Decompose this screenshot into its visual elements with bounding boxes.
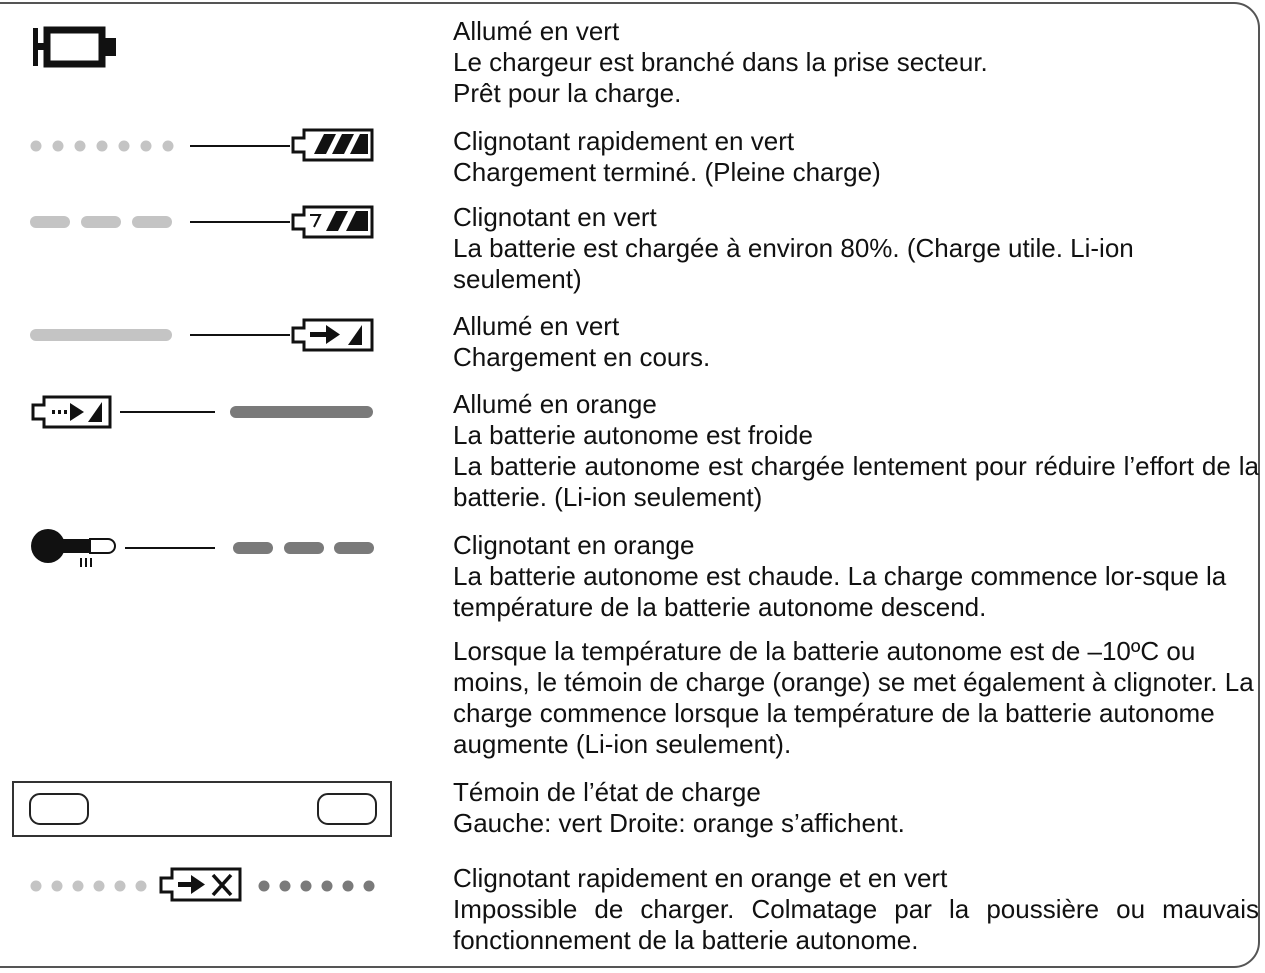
row-line: La batterie autonome est chargée lentement pour réduire l’effort de la batterie. (Li-ion seulement) — [453, 451, 1259, 512]
row-title: Témoin de l’état de charge — [453, 777, 761, 807]
charge-status-panel-icon — [12, 781, 392, 837]
connector-line — [120, 411, 215, 415]
fast-blink-dots — [30, 878, 155, 894]
connector-line — [125, 547, 215, 551]
row-plug-text — [453, 16, 1259, 109]
connector-line — [190, 221, 290, 225]
row-line: La batterie est chargée à environ 80%. (Charge utile. Li-ion seulement) — [453, 233, 1134, 294]
thermometer-icon — [28, 528, 120, 572]
row-title: Allumé en orange — [453, 389, 657, 419]
blink-dashes-dark — [233, 541, 378, 555]
row-line: Impossible de charger. Colmatage par la poussière ou mauvais fonctionnement de la batterie autonome. — [453, 894, 1259, 955]
row-line: Chargement en cours. — [453, 342, 711, 372]
row-line: Le chargeur est branché dans la prise secteur. — [453, 47, 988, 77]
fast-blink-dots — [30, 138, 175, 154]
battery-partial-icon — [290, 205, 376, 239]
row-full-text — [453, 126, 1259, 188]
row-partial-text — [453, 202, 1259, 295]
row-line: La batterie autonome est froide — [453, 420, 813, 450]
row-title: Clignotant en orange — [453, 530, 695, 560]
fast-blink-dots-dark — [258, 878, 383, 894]
connector-line — [190, 334, 290, 338]
row-status-text — [453, 777, 1259, 839]
plug-icon — [30, 22, 120, 72]
battery-full-icon — [290, 128, 376, 162]
row-title: Clignotant rapidement en vert — [453, 126, 795, 156]
steady-bar — [30, 328, 175, 342]
blink-dashes — [30, 215, 175, 229]
row-line: La batterie autonome est chaude. La charge commence lor-sque la température de la batterie autonome descend. — [453, 561, 1227, 622]
row-error-text — [453, 863, 1259, 956]
row-title: Allumé en vert — [453, 311, 620, 341]
row-line: Prêt pour la charge. — [453, 78, 682, 108]
row-slow-charge-text — [453, 389, 1259, 513]
row-hot-text — [453, 530, 1259, 623]
row-cold-note-text — [453, 636, 1259, 760]
row-title: Allumé en vert — [453, 16, 620, 46]
battery-charging-icon — [290, 318, 376, 352]
row-line: Chargement terminé. (Pleine charge) — [453, 157, 881, 187]
row-title: Clignotant en vert — [453, 202, 657, 232]
steady-bar-dark — [230, 405, 375, 419]
row-line: Gauche: vert Droite: orange s’affichent. — [453, 808, 905, 838]
row-line: Lorsque la température de la batterie autonome est de –10ºC ou moins, le témoin de charge (orange) se met également à clignoter. La charge commence lorsque la température de la batterie autonome augmente (Li-ion seulement). — [453, 636, 1254, 759]
battery-slow-charge-icon — [30, 395, 114, 429]
row-title: Clignotant rapidement en orange et en vert — [453, 863, 948, 893]
battery-error-icon — [158, 867, 244, 903]
connector-line — [190, 145, 290, 149]
row-charging-text — [453, 311, 1259, 373]
